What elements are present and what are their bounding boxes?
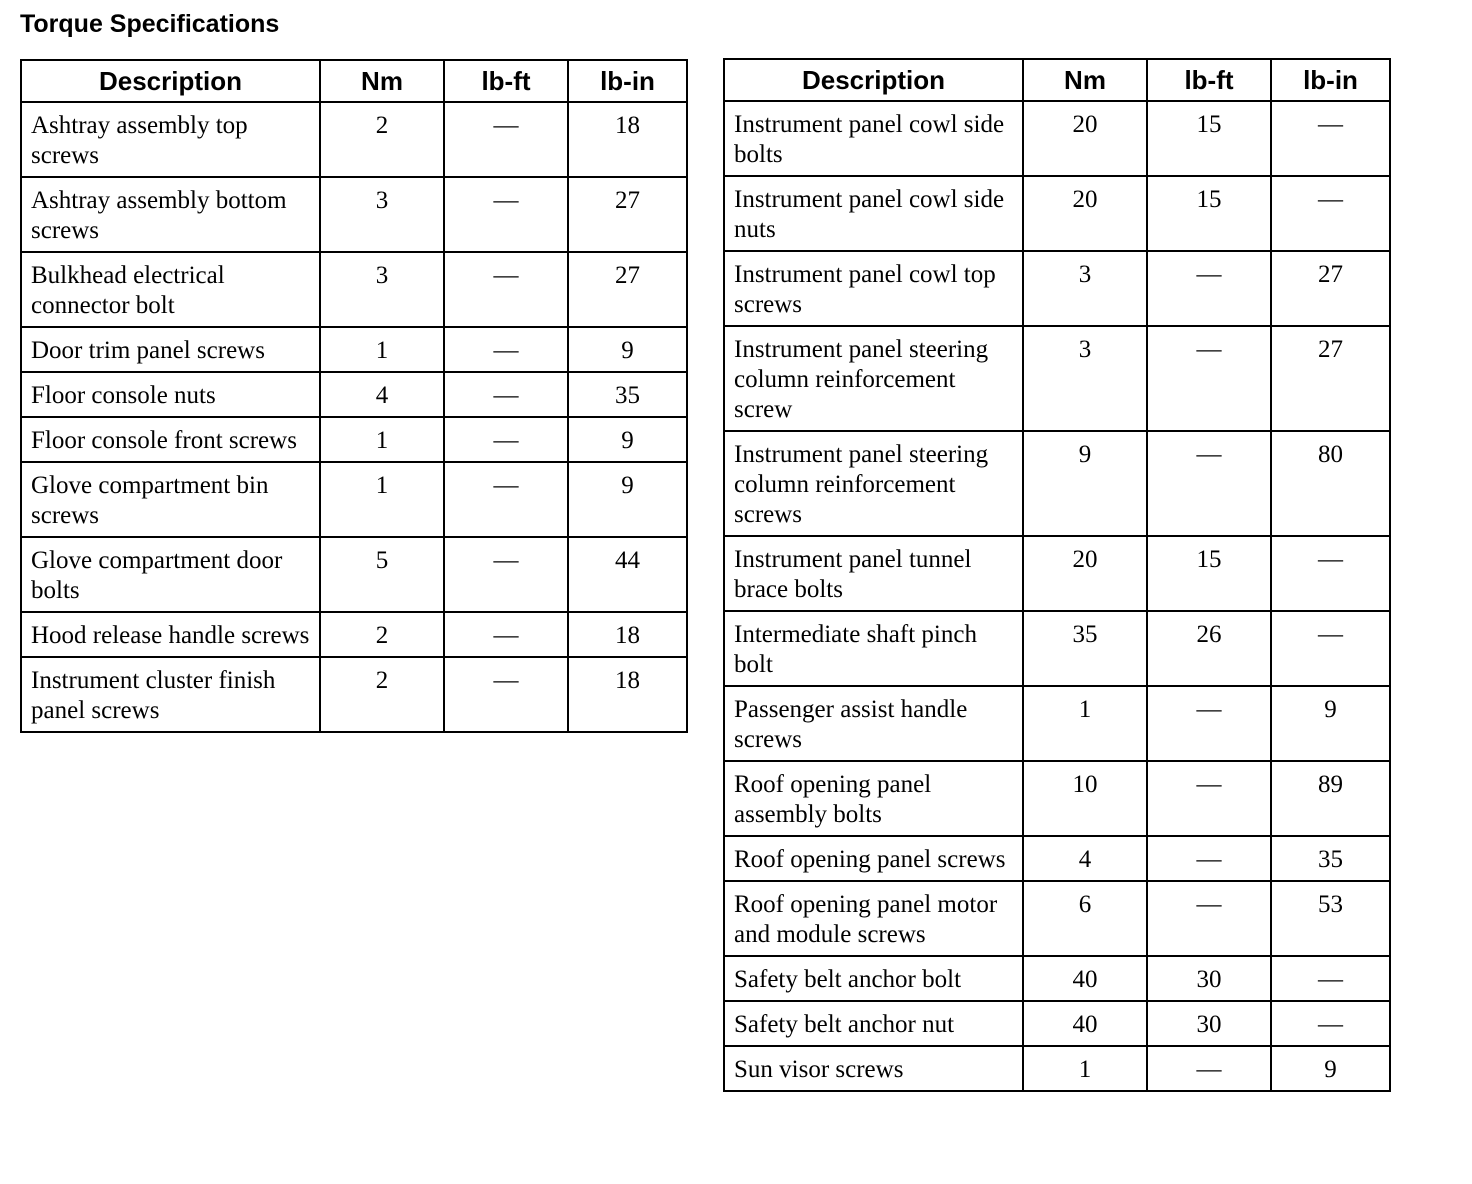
cell-lbin: — xyxy=(1271,536,1390,611)
cell-nm: 5 xyxy=(320,537,444,612)
cell-lbft: 26 xyxy=(1147,611,1271,686)
torque-table-right xyxy=(723,58,1391,1092)
cell-description: Intermediate shaft pinch bolt xyxy=(724,611,1023,686)
table-row xyxy=(724,1046,1390,1091)
cell-lbft: — xyxy=(1147,881,1271,956)
header-lbin: lb-in xyxy=(1271,59,1390,101)
cell-lbin: 18 xyxy=(568,657,687,732)
cell-nm: 35 xyxy=(1023,611,1147,686)
cell-nm: 3 xyxy=(320,252,444,327)
cell-lbin: 18 xyxy=(568,102,687,177)
table-row xyxy=(21,327,687,372)
cell-description: Floor console nuts xyxy=(21,372,320,417)
cell-lbft: 15 xyxy=(1147,101,1271,176)
cell-description: Glove compartment door bolts xyxy=(21,537,320,612)
table-row xyxy=(724,881,1390,956)
cell-lbft: 30 xyxy=(1147,1001,1271,1046)
cell-lbin: 44 xyxy=(568,537,687,612)
cell-nm: 10 xyxy=(1023,761,1147,836)
cell-lbft: 15 xyxy=(1147,176,1271,251)
header-lbft: lb-ft xyxy=(1147,59,1271,101)
cell-description: Instrument panel cowl top screws xyxy=(724,251,1023,326)
table-row xyxy=(21,462,687,537)
cell-lbft: — xyxy=(1147,251,1271,326)
table-row xyxy=(724,1001,1390,1046)
cell-description: Ashtray assembly bottom screws xyxy=(21,177,320,252)
cell-lbft: — xyxy=(444,462,568,537)
cell-lbft: — xyxy=(444,657,568,732)
cell-lbin: — xyxy=(1271,176,1390,251)
cell-nm: 6 xyxy=(1023,881,1147,956)
cell-description: Roof opening panel assembly bolts xyxy=(724,761,1023,836)
table-row xyxy=(724,431,1390,536)
cell-nm: 20 xyxy=(1023,536,1147,611)
table-row xyxy=(724,536,1390,611)
cell-nm: 9 xyxy=(1023,431,1147,536)
cell-lbin: 27 xyxy=(568,177,687,252)
table-row xyxy=(724,611,1390,686)
cell-lbin: 27 xyxy=(1271,326,1390,431)
table-row xyxy=(21,252,687,327)
header-description: Description xyxy=(21,60,320,102)
cell-nm: 3 xyxy=(320,177,444,252)
table-row xyxy=(724,251,1390,326)
cell-lbin: 9 xyxy=(568,327,687,372)
cell-nm: 20 xyxy=(1023,101,1147,176)
cell-lbin: — xyxy=(1271,956,1390,1001)
cell-lbft: 30 xyxy=(1147,956,1271,1001)
table-row xyxy=(724,956,1390,1001)
cell-description: Instrument panel steering column reinforcement screw xyxy=(724,326,1023,431)
cell-nm: 1 xyxy=(320,327,444,372)
table-row xyxy=(21,102,687,177)
cell-nm: 4 xyxy=(320,372,444,417)
cell-nm: 3 xyxy=(1023,326,1147,431)
cell-lbft: — xyxy=(444,417,568,462)
cell-nm: 2 xyxy=(320,102,444,177)
cell-description: Safety belt anchor nut xyxy=(724,1001,1023,1046)
cell-lbft: — xyxy=(444,612,568,657)
cell-lbin: 9 xyxy=(1271,1046,1390,1091)
table-row xyxy=(724,176,1390,251)
cell-lbft: — xyxy=(1147,761,1271,836)
cell-nm: 2 xyxy=(320,657,444,732)
cell-lbft: — xyxy=(444,177,568,252)
cell-lbin: 35 xyxy=(1271,836,1390,881)
cell-lbin: — xyxy=(1271,1001,1390,1046)
cell-lbin: 27 xyxy=(1271,251,1390,326)
cell-lbin: 9 xyxy=(568,462,687,537)
cell-nm: 1 xyxy=(320,462,444,537)
header-description: Description xyxy=(724,59,1023,101)
cell-description: Door trim panel screws xyxy=(21,327,320,372)
table-row xyxy=(724,761,1390,836)
cell-lbft: — xyxy=(1147,326,1271,431)
cell-description: Roof opening panel screws xyxy=(724,836,1023,881)
cell-lbin: 35 xyxy=(568,372,687,417)
table-row xyxy=(21,372,687,417)
table-row xyxy=(724,326,1390,431)
cell-lbin: 27 xyxy=(568,252,687,327)
cell-nm: 1 xyxy=(1023,1046,1147,1091)
cell-lbin: 89 xyxy=(1271,761,1390,836)
cell-description: Ashtray assembly top screws xyxy=(21,102,320,177)
header-nm: Nm xyxy=(1023,59,1147,101)
cell-nm: 1 xyxy=(1023,686,1147,761)
cell-description: Instrument panel steering column reinforcement screws xyxy=(724,431,1023,536)
cell-description: Floor console front screws xyxy=(21,417,320,462)
cell-nm: 40 xyxy=(1023,1001,1147,1046)
cell-nm: 20 xyxy=(1023,176,1147,251)
cell-lbin: — xyxy=(1271,101,1390,176)
header-lbft: lb-ft xyxy=(444,60,568,102)
cell-lbft: — xyxy=(1147,686,1271,761)
cell-description: Sun visor screws xyxy=(724,1046,1023,1091)
cell-lbin: 9 xyxy=(568,417,687,462)
cell-lbft: — xyxy=(444,372,568,417)
cell-description: Instrument cluster finish panel screws xyxy=(21,657,320,732)
cell-lbin: — xyxy=(1271,611,1390,686)
cell-nm: 3 xyxy=(1023,251,1147,326)
cell-nm: 1 xyxy=(320,417,444,462)
cell-lbin: 53 xyxy=(1271,881,1390,956)
table-row xyxy=(21,657,687,732)
torque-table-left xyxy=(20,59,688,733)
cell-lbft: — xyxy=(1147,1046,1271,1091)
table-row xyxy=(724,686,1390,761)
cell-lbft: — xyxy=(1147,836,1271,881)
page-title: Torque Specifications xyxy=(20,10,280,38)
cell-description: Safety belt anchor bolt xyxy=(724,956,1023,1001)
cell-nm: 2 xyxy=(320,612,444,657)
cell-lbft: — xyxy=(444,102,568,177)
table-row xyxy=(724,836,1390,881)
cell-description: Glove compartment bin screws xyxy=(21,462,320,537)
table-row xyxy=(724,101,1390,176)
cell-lbft: — xyxy=(1147,431,1271,536)
cell-description: Passenger assist handle screws xyxy=(724,686,1023,761)
header-nm: Nm xyxy=(320,60,444,102)
cell-nm: 4 xyxy=(1023,836,1147,881)
cell-lbin: 80 xyxy=(1271,431,1390,536)
table-header-row xyxy=(724,59,1390,101)
table-row xyxy=(21,612,687,657)
table-row xyxy=(21,417,687,462)
table-header-row xyxy=(21,60,687,102)
cell-description: Bulkhead electrical connector bolt xyxy=(21,252,320,327)
cell-lbft: — xyxy=(444,252,568,327)
cell-description: Instrument panel cowl side bolts xyxy=(724,101,1023,176)
cell-description: Instrument panel tunnel brace bolts xyxy=(724,536,1023,611)
cell-description: Hood release handle screws xyxy=(21,612,320,657)
cell-description: Roof opening panel motor and module screws xyxy=(724,881,1023,956)
cell-description: Instrument panel cowl side nuts xyxy=(724,176,1023,251)
header-lbin: lb-in xyxy=(568,60,687,102)
cell-lbft: 15 xyxy=(1147,536,1271,611)
cell-lbft: — xyxy=(444,537,568,612)
cell-lbin: 9 xyxy=(1271,686,1390,761)
cell-lbin: 18 xyxy=(568,612,687,657)
cell-lbft: — xyxy=(444,327,568,372)
cell-nm: 40 xyxy=(1023,956,1147,1001)
table-row xyxy=(21,537,687,612)
table-row xyxy=(21,177,687,252)
